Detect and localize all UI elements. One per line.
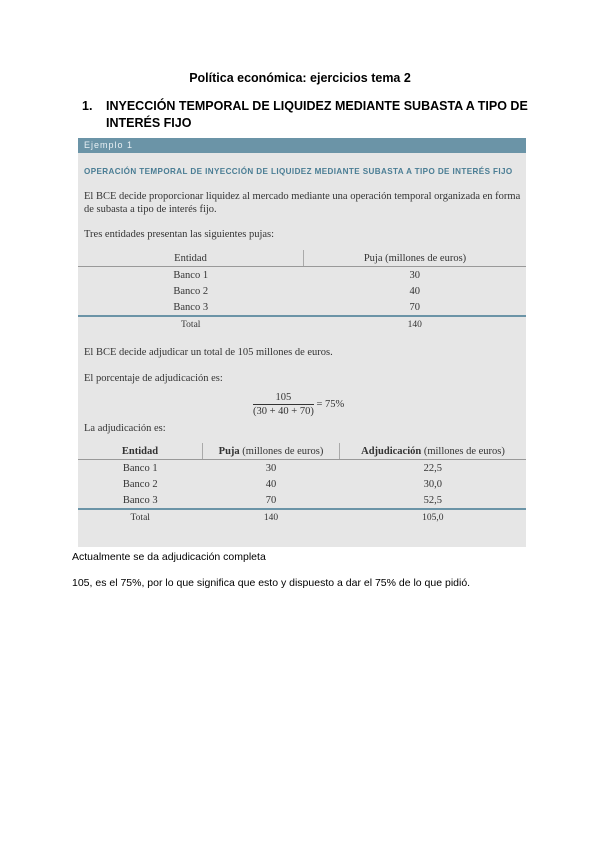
bids-total-value: 140 — [304, 316, 527, 333]
table-row — [78, 299, 526, 316]
allocation-table-header — [78, 443, 526, 460]
alloc-cell-allocation: 22,5 — [423, 462, 442, 474]
alloc-cell-allocation: 52,5 — [423, 494, 442, 506]
bids-header-bid: Puja (millones de euros) — [304, 250, 527, 267]
bids-total-label: Total — [78, 316, 304, 333]
example-label: Ejemplo 1 — [78, 138, 526, 153]
alloc-cell-bid: 70 — [265, 494, 277, 506]
alloc-header-bid: Puja (millones de euros) — [203, 443, 340, 460]
percentage-label: El porcentaje de adjudicación es: — [84, 373, 223, 384]
alloc-total-allocation: 105,0 — [340, 509, 527, 526]
formula-fraction — [253, 392, 314, 417]
alloc-cell-entity: Banco 2 — [122, 478, 158, 490]
example-box — [78, 138, 526, 547]
alloc-cell-entity: Banco 3 — [122, 494, 158, 506]
bids-cell-bid: 70 — [409, 301, 420, 313]
alloc-header-allocation: Adjudicación (millones de euros) — [340, 443, 527, 460]
table-row — [78, 267, 526, 284]
allocation-decision: El BCE decide adjudicar un total de 105 millones de euros. — [84, 347, 333, 358]
document-title: Política económica: ejercicios tema 2 — [189, 71, 411, 85]
body-line-1: Actualmente se da adjudicación completa — [72, 551, 266, 563]
percentage-formula — [253, 392, 344, 417]
bids-cell-entity: Banco 3 — [173, 301, 209, 313]
alloc-total-bid: 140 — [203, 509, 340, 526]
bids-cell-entity: Banco 1 — [173, 269, 209, 281]
alloc-total-label: Total — [78, 509, 203, 526]
bids-cell-bid: 40 — [409, 285, 420, 297]
bids-intro: Tres entidades presentan las siguientes pujas: — [84, 229, 275, 240]
bids-cell-bid: 30 — [409, 269, 420, 281]
alloc-header-entity: Entidad — [78, 443, 203, 460]
allocation-table — [78, 443, 526, 526]
section-heading-text: INYECCIÓN TEMPORAL DE LIQUIDEZ MEDIANTE SUBASTA A TIPO DE INTERÉS FIJO — [106, 99, 528, 130]
table-row — [78, 476, 526, 492]
bids-table — [78, 250, 526, 333]
section-heading — [82, 98, 542, 132]
allocation-total-row — [78, 509, 526, 526]
example-subtitle: OPERACIÓN TEMPORAL DE INYECCIÓN DE LIQUIDEZ MEDIANTE SUBASTA A TIPO DE INTERÉS FIJO — [84, 167, 513, 176]
bids-header-entity: Entidad — [78, 250, 304, 267]
alloc-cell-entity: Banco 1 — [122, 462, 158, 474]
alloc-cell-bid: 40 — [265, 478, 277, 490]
bids-table-header — [78, 250, 526, 267]
example-intro: El BCE decide proporcionar liquidez al mercado mediante una operación temporal organizada en forma de subasta a tipo de interés fijo. — [84, 191, 521, 215]
alloc-cell-allocation: 30,0 — [423, 478, 442, 490]
alloc-cell-bid: 30 — [265, 462, 277, 474]
table-row — [78, 460, 526, 477]
formula-denominator: (30 + 40 + 70) — [253, 406, 314, 417]
formula-result: = 75% — [316, 398, 345, 410]
bids-cell-entity: Banco 2 — [173, 285, 209, 297]
section-number: 1. — [82, 99, 93, 113]
body-line-2: 105, es el 75%, por lo que significa que esto y dispuesto a dar el 75% de lo que pidió. — [72, 577, 471, 589]
table-row — [78, 283, 526, 299]
table-row — [78, 492, 526, 509]
bids-total-row — [78, 316, 526, 333]
formula-numerator: 105 — [253, 392, 314, 405]
allocation-label: La adjudicación es: — [84, 423, 166, 434]
